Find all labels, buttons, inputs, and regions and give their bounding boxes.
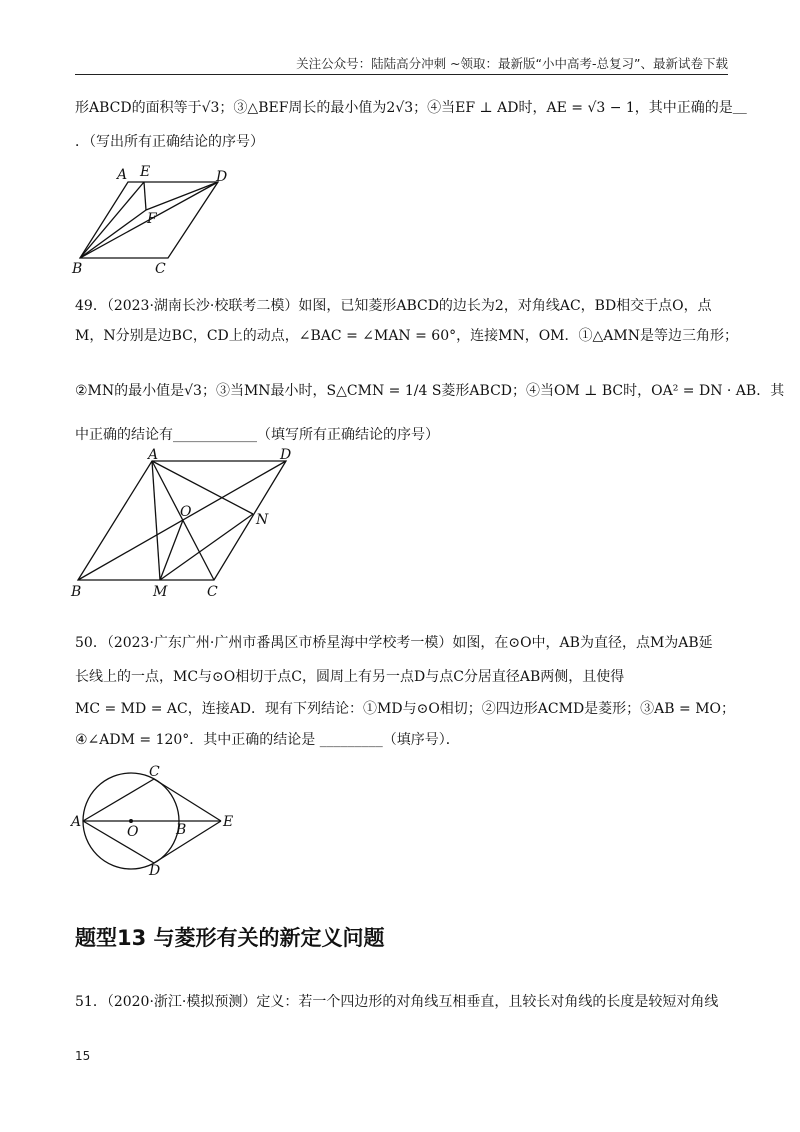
diagonal-bd xyxy=(78,461,286,580)
q49-line-2: M，N分别是边BC，CD上的动点，∠BAC = ∠MAN = 60°，连接MN，OM．①△AMN是等边三角形； xyxy=(75,328,738,344)
section-title: 题型13 与菱形有关的新定义问题 xyxy=(75,926,385,950)
segment-ad xyxy=(83,821,154,863)
q48-line-1: 形ABCD的面积等于√3；③△BEF周长的最小值为2√3；④当EF ⊥ AD时，AE = √3 − 1，其中正确的是＿ xyxy=(75,100,747,116)
q49-line-1: 49．（2023·湖南长沙·校联考二模）如图，已知菱形ABCD的边长为2，对角线AC，BD相交于点O，点 xyxy=(75,298,712,314)
segment-mn xyxy=(160,514,253,580)
label-a: A xyxy=(71,814,82,830)
page-header xyxy=(75,56,728,75)
q49-line-4: 中正确的结论有____________（填写所有正确结论的序号） xyxy=(75,427,439,443)
segment-am xyxy=(152,461,160,580)
label-f: F xyxy=(147,211,157,227)
center-point-o xyxy=(129,819,133,823)
label-d: D xyxy=(149,863,161,879)
page-number: 15 xyxy=(75,1049,91,1063)
q48-line-2: ．（写出所有正确结论的序号） xyxy=(75,134,264,150)
q48-rhombus-figure xyxy=(70,160,240,280)
header-text: 关注公众号：陆陆高分冲刺 ~领取：最新版“小中高考-总复习”、最新试卷下载 xyxy=(296,56,728,71)
label-c: C xyxy=(207,584,218,600)
segment-an xyxy=(152,461,253,514)
label-b: B xyxy=(72,261,83,277)
label-o: O xyxy=(127,824,139,840)
label-e: E xyxy=(223,814,234,830)
label-d: D xyxy=(280,448,292,463)
segment-fd xyxy=(146,182,218,210)
label-c: C xyxy=(149,764,160,780)
label-d: D xyxy=(216,169,228,185)
label-n: N xyxy=(256,512,269,528)
q49-rhombus-figure xyxy=(66,448,306,600)
q50-line-1: 50．（2023·广东广州·广州市番禺区市桥星海中学校考一模）如图，在⊙O中，AB为直径，点M为AB延 xyxy=(75,635,713,651)
q50-line-4: ④∠ADM = 120°．其中正确的结论是 _________（填序号）． xyxy=(75,732,460,748)
segment-bf xyxy=(80,210,146,258)
label-o: O xyxy=(180,504,192,520)
segment-ce xyxy=(154,779,221,821)
q50-line-2: 长线上的一点，MC与⊙O相切于点C，圆周上有另一点D与点C分居直径AB两侧，且使得 xyxy=(75,669,625,685)
q49-line-3: ②MN的最小值是√3；③当MN最小时，S△CMN = 1/4 S菱形ABCD；④当OM ⊥ BC时，OA² = DN · AB．其 xyxy=(75,383,785,399)
label-b: B xyxy=(176,822,187,838)
q50-circle-figure xyxy=(66,762,246,880)
segment-om xyxy=(160,520,183,580)
q51-line-1: 51．（2020·浙江·模拟预测）定义：若一个四边形的对角线互相垂直，且较长对角线的长度是较短对角线 xyxy=(75,994,719,1010)
label-m: M xyxy=(153,584,168,600)
label-a: A xyxy=(148,448,159,463)
label-a: A xyxy=(117,167,128,183)
label-c: C xyxy=(155,261,166,277)
segment-be xyxy=(80,182,144,258)
segment-ef xyxy=(144,182,146,210)
segment-ac xyxy=(83,779,154,821)
label-e: E xyxy=(140,164,151,180)
segment-de xyxy=(154,821,221,863)
q50-line-3: MC = MD = AC，连接AD．现有下列结论：①MD与⊙O相切；②四边形ACMD是菱形；③AB = MO； xyxy=(75,701,736,717)
label-b: B xyxy=(71,584,82,600)
